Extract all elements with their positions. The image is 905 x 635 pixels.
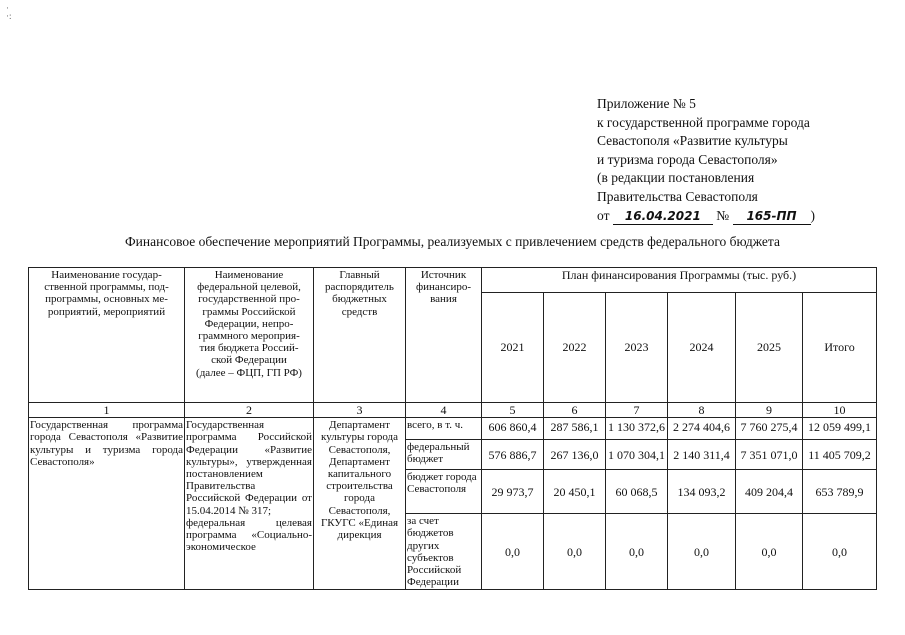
value-cell: 653 789,9 xyxy=(803,470,877,514)
index-cell: 3 xyxy=(314,403,406,418)
header-row xyxy=(29,268,877,293)
value-cell: 0,0 xyxy=(803,514,877,590)
header-year: 2023 xyxy=(606,293,668,403)
appendix-line: и туризма города Севастополя» xyxy=(597,151,778,167)
value-cell: 0,0 xyxy=(736,514,803,590)
header-source: Источник финансиро- вания xyxy=(406,268,482,403)
value-cell: 7 760 275,4 xyxy=(736,418,803,440)
closing-paren: ) xyxy=(810,207,815,223)
value-cell: 2 274 404,6 xyxy=(668,418,736,440)
appendix-line: Севастополя «Развитие культуры xyxy=(597,133,788,149)
handwritten-date: 16.04.2021 xyxy=(613,209,713,225)
header-program-name: Наименование государ- ственной программы, под- программы, основных ме- роприятий, мероприятий xyxy=(29,268,185,403)
appendix-line: (в редакции постановления xyxy=(597,170,755,186)
value-cell: 0,0 xyxy=(606,514,668,590)
value-cell: 20 450,1 xyxy=(544,470,606,514)
appendix-line: Приложение № 5 xyxy=(597,96,696,111)
value-cell: 576 886,7 xyxy=(482,440,544,470)
header-year: 2024 xyxy=(668,293,736,403)
index-row xyxy=(29,403,877,418)
index-cell: 8 xyxy=(668,403,736,418)
value-cell: 1 130 372,6 xyxy=(606,418,668,440)
header-distributor: Главный распорядитель бюджетных средств xyxy=(314,268,406,403)
index-cell: 2 xyxy=(185,403,314,418)
header-year: 2021 xyxy=(482,293,544,403)
value-cell: 2 140 311,4 xyxy=(668,440,736,470)
source-cell: всего, в т. ч. xyxy=(406,418,482,440)
value-cell: 12 059 499,1 xyxy=(803,418,877,440)
fcp-name-cell: Государственная программа Российской Федерации «Развитие культуры», утвержденная постановлением Правительства Российской Федерации от 15.04.2014 № 317; федеральная целевая программа «Социально-экономическое xyxy=(185,418,314,590)
date-prefix: от xyxy=(597,207,610,223)
source-cell: бюджет города Севастополя xyxy=(406,470,482,514)
value-cell: 267 136,0 xyxy=(544,440,606,470)
appendix-line: Правительства Севастополя xyxy=(597,188,758,204)
scan-artifact: · ·: xyxy=(6,3,12,21)
header-total: Итого xyxy=(803,293,877,403)
value-cell: 0,0 xyxy=(668,514,736,590)
header-plan: План финансирования Программы (тыс. руб.) xyxy=(482,268,877,293)
appendix-line: к государственной программе города xyxy=(597,114,810,130)
header-fcp-name: Наименование федеральной целевой, государственной про- граммы Российской Федерации, непро- граммного мероприя- тия бюджета Россий- ской Федерации (далее – ФЦП, ГП РФ) xyxy=(185,268,314,403)
index-cell: 1 xyxy=(29,403,185,418)
index-cell: 7 xyxy=(606,403,668,418)
program-name-cell: Государственная программа города Севастополя «Развитие культуры и туризма города Севастополя» xyxy=(29,418,185,590)
value-cell: 134 093,2 xyxy=(668,470,736,514)
index-cell: 4 xyxy=(406,403,482,418)
value-cell: 60 068,5 xyxy=(606,470,668,514)
value-cell: 11 405 709,2 xyxy=(803,440,877,470)
index-cell: 6 xyxy=(544,403,606,418)
value-cell: 0,0 xyxy=(544,514,606,590)
handwritten-number: 165-ПП xyxy=(733,209,811,225)
header-year: 2025 xyxy=(736,293,803,403)
appendix-block xyxy=(597,95,897,225)
source-cell: федеральный бюджет xyxy=(406,440,482,470)
value-cell: 7 351 071,0 xyxy=(736,440,803,470)
distributor-cell: Департамент культуры города Севастополя, Департамент капитального строительства города Севастополя, ГКУГС «Единая дирекция xyxy=(314,418,406,590)
value-cell: 0,0 xyxy=(482,514,544,590)
index-cell: 5 xyxy=(482,403,544,418)
value-cell: 1 070 304,1 xyxy=(606,440,668,470)
value-cell: 29 973,7 xyxy=(482,470,544,514)
value-cell: 606 860,4 xyxy=(482,418,544,440)
index-cell: 9 xyxy=(736,403,803,418)
number-prefix: № xyxy=(716,207,730,223)
index-cell: 10 xyxy=(803,403,877,418)
source-cell: за счет бюджетов других субъектов Российской Федерации xyxy=(406,514,482,590)
table-row xyxy=(29,418,877,440)
financing-table xyxy=(28,267,877,590)
value-cell: 287 586,1 xyxy=(544,418,606,440)
appendix-date-line xyxy=(597,207,897,226)
document-title: Финансовое обеспечение мероприятий Программы, реализуемых с привлечением средств федерального бюджета xyxy=(125,234,780,249)
header-year: 2022 xyxy=(544,293,606,403)
value-cell: 409 204,4 xyxy=(736,470,803,514)
